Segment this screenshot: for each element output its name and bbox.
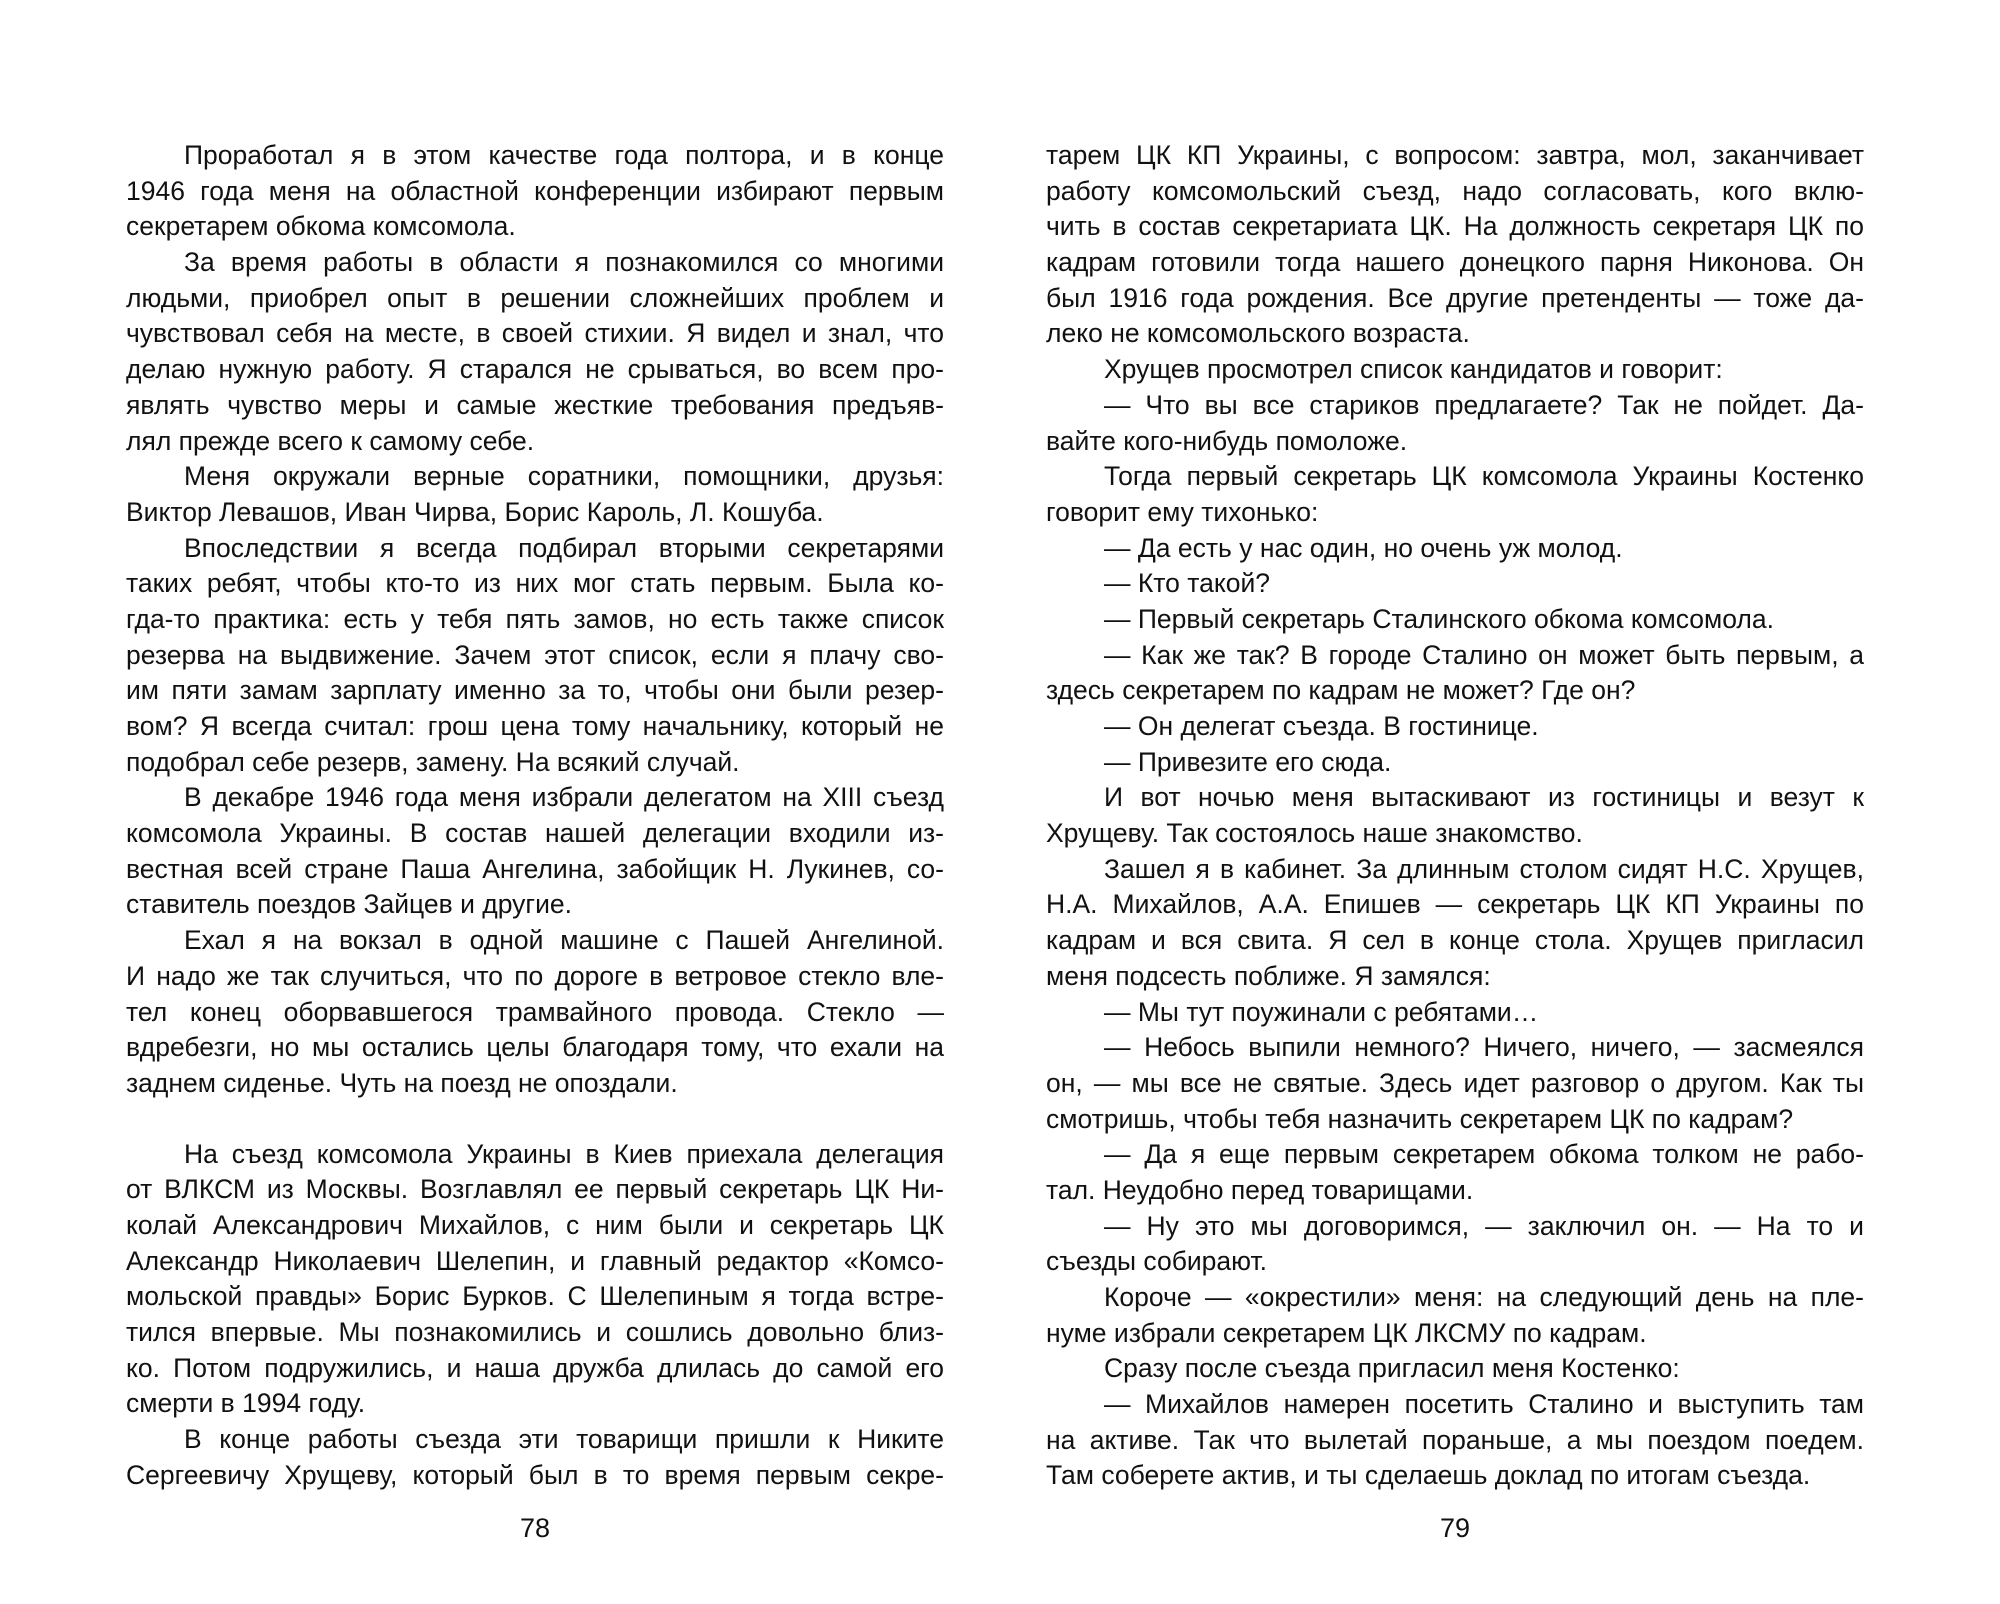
text-line: Проработал я в этом качестве года полтора, и в конце [184,140,944,170]
text-line: — Что вы все стариков предлагаете? Так не пойдет. Да- [1104,389,1864,420]
text-line: являть чувство меры и самые жесткие требования предъяв- [126,389,944,420]
text-line: работу комсомольский съезд, надо согласовать, кого вклю- [1046,175,1864,206]
text-line: Меня окружали верные соратники, помощники, друзья: [184,461,944,492]
text-line: леко не комсомольского возраста. [1046,318,1470,349]
text-line: лял прежде всего к самому себе. [126,425,535,456]
text-line: он, — мы все не святые. Здесь идет разговор о другом. Как ты [1046,1067,1864,1098]
text-line: смерти в 1994 году. [126,1388,366,1419]
text-line: смотришь, чтобы тебя назначить секретарем ЦК по кадрам? [1046,1103,1794,1134]
text-line: кадрам готовили тогда нашего донецкого парня Никонова. Он [1046,247,1864,278]
text-line: Виктор Левашов, Иван Чирва, Борис Кароль, Л. Кошуба. [126,496,824,527]
text-line: Сразу после съезда пригласил меня Костенко: [1104,1353,1680,1384]
text-line: колай Александрович Михайлов, с ним были и секретарь ЦК [126,1209,944,1240]
text-line: В декабре 1946 года меня избрали делегатом на XIII съезд [184,782,944,813]
text-line: 1946 года меня на областной конференции избирают первым [126,175,944,206]
text-line: заднем сиденье. Чуть на поезд не опоздали. [126,1067,678,1098]
left-page-number: 78 [519,1513,551,1543]
text-line: Александр Николаевич Шелепин, и главный редактор «Комсо- [126,1245,944,1276]
text-line: резерва на выдвижение. Зачем этот список, если я плачу сво- [126,639,944,670]
text-line: — Кто такой? [1104,568,1270,599]
right-page-number: 79 [1439,1513,1471,1543]
text-line: Ехал я на вокзал в одной машине с Пашей Ангелиной. [184,925,944,956]
text-line: На съезд комсомола Украины в Киев приехала делегация [184,1138,944,1169]
text-line: им пяти замам зарплату именно за то, чтобы они были резер- [126,675,944,706]
text-line: вом? Я всегда считал: грош цена тому начальнику, который не [126,711,944,741]
text-line: был 1916 года рождения. Все другие претенденты — тоже да- [1046,282,1864,313]
text-line: Н.А. Михайлов, А.А. Епишев — секретарь ЦК КП Украины по [1046,889,1864,920]
text-line: — Привезите его сюда. [1104,746,1392,777]
text-line: тал. Неудобно перед товарищами. [1046,1174,1474,1205]
text-line: секретарем обкома комсомола. [126,211,516,242]
text-line: вестная всей стране Паша Ангелина, забойщик Н. Лукинев, со- [126,853,944,884]
text-line: тился впервые. Мы познакомились и сошлись довольно близ- [126,1317,944,1347]
text-line: тел конец оборвавшегося трамвайного провода. Стекло — [126,996,944,1027]
left-page-text [126,138,944,1493]
text-line: Хрущеву. Так состоялось наше знакомство. [1046,818,1583,849]
text-line: — Да я еще первым секретарем обкома толком не рабо- [1104,1139,1864,1170]
text-line: — Первый секретарь Сталинского обкома комсомола. [1104,603,1774,634]
text-line: Короче — «окрестили» меня: на следующий день на пле- [1104,1282,1864,1312]
text-line: — Небось выпили немного? Ничего, ничего, — засмеялся [1104,1032,1864,1063]
text-line: — Да есть у нас один, но очень уж молод. [1104,532,1623,563]
text-line: ко. Потом подружились, и наша дружба длилась до самой его [126,1352,944,1383]
text-line: от ВЛКСМ из Москвы. Возглавлял ее первый секретарь ЦК Ни- [126,1174,944,1205]
text-line: меня подсесть поближе. Я замялся: [1046,960,1491,991]
text-line: ставитель поездов Зайцев и другие. [126,889,572,920]
text-line: И вот ночью меня вытаскивают из гостиницы и везут к [1104,782,1864,813]
text-line: делаю нужную работу. Я старался не срываться, во всем про- [126,354,944,385]
text-line: — Он делегат съезда. В гостинице. [1104,711,1539,741]
text-line: говорит ему тихонько: [1046,496,1319,527]
text-line: комсомола Украины. В состав нашей делегации входили из- [126,818,944,849]
text-line: И надо же так случиться, что по дороге в ветровое стекло вле- [126,960,944,991]
right-page-text [1046,138,1864,1494]
text-line: на активе. Так что вылетай пораньше, а мы поездом поедем. [1046,1424,1864,1455]
text-line: нуме избрали секретарем ЦК ЛКСМУ по кадрам. [1046,1317,1647,1348]
text-line: Хрущев просмотрел список кандидатов и говорит: [1104,354,1723,385]
text-line: — Как же так? В городе Сталино он может быть первым, а [1104,639,1864,670]
text-line: — Мы тут поужинали с ребятами… [1104,996,1539,1027]
text-line: гда-то практика: есть у тебя пять замов, но есть также список [126,603,944,634]
text-line: вдребезги, но мы остались целы благодаря тому, что ехали на [126,1032,944,1063]
paragraph-gap [126,1102,944,1137]
text-line: съезды собирают. [1046,1246,1268,1277]
text-line: Там соберете актив, и ты сделаешь доклад по итогам съезда. [1046,1460,1811,1491]
text-line: чить в состав секретариата ЦК. На должность секретаря ЦК по [1046,211,1864,242]
text-line: — Михайлов намерен посетить Сталино и выступить там [1104,1389,1864,1420]
text-line: таких ребят, чтобы кто-то из них мог стать первым. Была ко- [126,568,944,599]
text-line: мольской правды» Борис Бурков. С Шелепиным я тогда встре- [126,1281,944,1312]
text-line: здесь секретарем по кадрам не может? Где он? [1046,675,1636,706]
text-line: Впоследствии я всегда подбирал вторыми секретарями [184,532,944,563]
text-line: подобрал себе резерв, замену. На всякий случай. [126,746,740,777]
text-line: тарем ЦК КП Украины, с вопросом: завтра, мол, заканчивает [1046,140,1864,170]
text-line: За время работы в области я познакомился со многими [184,247,944,278]
text-line: вайте кого-нибудь помоложе. [1046,425,1408,456]
text-line: чувствовал себя на месте, в своей стихии. Я видел и знал, что [126,318,944,349]
text-line: — Ну это мы договоримся, — заключил он. — На то и [1104,1210,1864,1241]
text-line: Зашел я в кабинет. За длинным столом сидят Н.С. Хрущев, [1104,853,1864,884]
text-line: Сергеевичу Хрущеву, который был в то время первым секре- [126,1459,944,1490]
text-line: кадрам и вся свита. Я сел в конце стола. Хрущев пригласил [1046,925,1864,956]
text-line: людьми, приобрел опыт в решении сложнейших проблем и [126,282,944,313]
text-line: Тогда первый секретарь ЦК комсомола Украины Костенко [1104,461,1864,492]
text-line: В конце работы съезда эти товарищи пришли к Никите [184,1424,944,1455]
